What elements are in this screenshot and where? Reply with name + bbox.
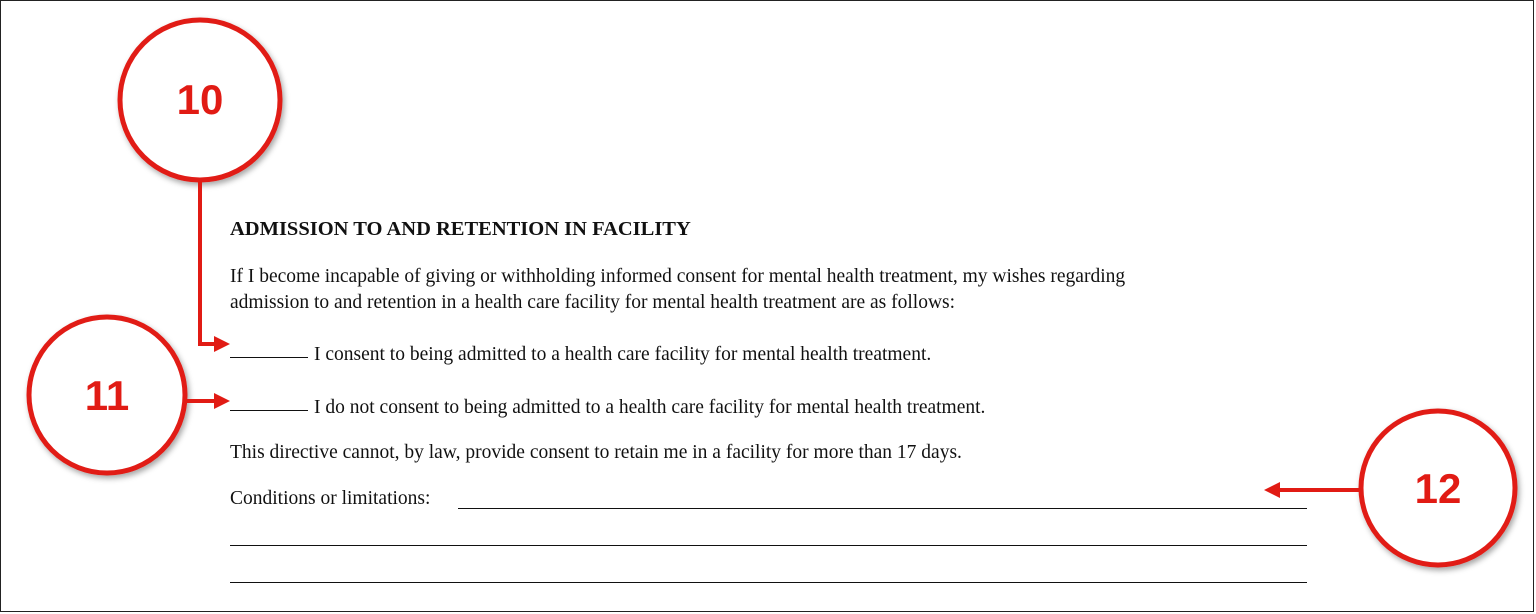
- section-heading: ADMISSION TO AND RETENTION IN FACILITY: [230, 218, 691, 240]
- callout-11-arrowhead: [214, 393, 230, 409]
- callout-10: [120, 20, 280, 352]
- callout-10-arrow-line: [200, 180, 218, 344]
- callout-12-number: 12: [1414, 465, 1462, 512]
- intro-text-line-1: If I become incapable of giving or withholding informed consent for mental health treatment, my wishes regarding: [230, 266, 1126, 287]
- consent-option-label: I consent to being admitted to a health care facility for mental health treatment.: [314, 344, 932, 365]
- callout-11-number: 11: [84, 372, 130, 419]
- no-consent-option-label: I do not consent to being admitted to a health care facility for mental health treatment.: [314, 397, 986, 418]
- intro-text-line-2: admission to and retention in a health care facility for mental health treatment are as follows:: [230, 292, 956, 313]
- callout-12-arrowhead: [1264, 482, 1280, 498]
- law-note: This directive cannot, by law, provide consent to retain me in a facility for more than 17 days.: [230, 442, 962, 463]
- callout-12: [1264, 411, 1515, 565]
- callout-10-arrowhead: [214, 336, 230, 352]
- callout-10-number: 10: [176, 76, 224, 123]
- conditions-label: Conditions or limitations:: [230, 488, 431, 509]
